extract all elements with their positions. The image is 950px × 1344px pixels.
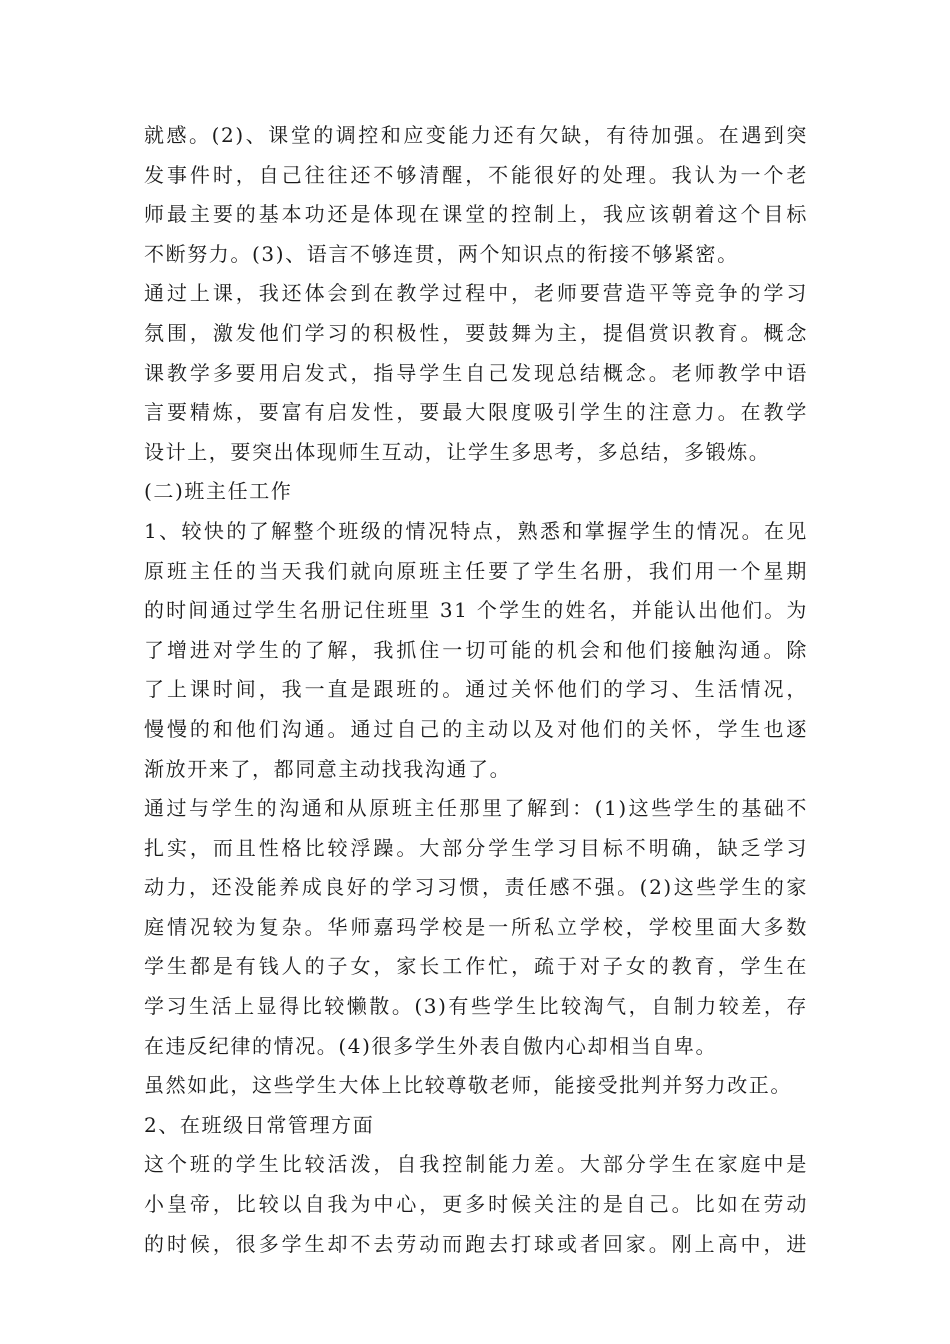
text-line: 不断努力。(3)、语言不够连贯，两个知识点的衔接不够紧密。 [144,241,739,266]
text-line: 慢慢的和他们沟通。通过自己的主动以及对他们的关怀，学生也逐 [144,716,808,741]
text-line: 就感。(2)、课堂的调控和应变能力还有欠缺，有待加强。在遇到突 [144,123,808,147]
text-line: 发事件时，自己往往还不够清醒，不能很好的处理。我认为一个老 [144,162,808,187]
text-line: 师最主要的基本功还是体现在课堂的控制上，我应该朝着这个目标 [144,202,808,227]
text-line: 言要精炼，要富有启发性，要最大限度吸引学生的注意力。在教学 [144,400,808,425]
document-page [144,116,808,1264]
text-line: 扎实，而且性格比较浮躁。大部分学生学习目标不明确，缺乏学习 [144,835,808,860]
text-line: 氛围，激发他们学习的积极性，要鼓舞为主，提倡赏识教育。概念 [144,320,808,345]
text-line: 了上课时间，我一直是跟班的。通过关怀他们的学习、生活情况， [144,677,808,702]
text-line: 通过上课，我还体会到在教学过程中，老师要营造平等竞争的学习 [144,281,808,306]
text-line: 在违反纪律的情况。(4)很多学生外表自傲内心却相当自卑。 [144,1033,718,1058]
text-line: 原班主任的当天我们就向原班主任要了学生名册，我们用一个星期 [144,558,808,583]
text-line: 课教学多要用启发式，指导学生自己发现总结概念。老师教学中语 [144,360,808,385]
text-line: 的时候，很多学生却不去劳动而跑去打球或者回家。刚上高中，进 [144,1231,808,1256]
text-line: 了增进对学生的了解，我抓住一切可能的机会和他们接触沟通。除 [144,637,808,662]
text-line: 渐放开来了，都同意主动找我沟通了。 [144,756,512,781]
section-heading: (二)班主任工作 [144,479,293,504]
text-line: 通过与学生的沟通和从原班主任那里了解到：(1)这些学生的基础不 [144,796,808,821]
text-line: 的时间通过学生名册记住班里 31 个学生的姓名，并能认出他们。为 [144,598,808,623]
text-line: 动力，还没能养成良好的学习习惯，责任感不强。(2)这些学生的家 [144,875,808,900]
text-line: 小皇帝，比较以自我为中心，更多时候关注的是自己。比如在劳动 [144,1192,808,1217]
text-line: 这个班的学生比较活泼，自我控制能力差。大部分学生在家庭中是 [144,1152,808,1177]
text-line: 设计上，要突出体现师生互动，让学生多思考，多总结，多锻炼。 [144,439,771,464]
text-line: 学生都是有钱人的子女，家长工作忙，疏于对子女的教育，学生在 [144,954,808,979]
text-line: 庭情况较为复杂。华师嘉玛学校是一所私立学校，学校里面大多数 [144,914,808,939]
text-line: 虽然如此，这些学生大体上比较尊敬老师，能接受批判并努力改正。 [144,1073,792,1098]
section-heading: 2、在班级日常管理方面 [144,1112,375,1137]
text-line: 学习生活上显得比较懒散。(3)有些学生比较淘气，自制力较差，存 [144,994,808,1019]
text-line: 1、较快的了解整个班级的情况特点，熟悉和掌握学生的情况。在见 [144,518,808,543]
